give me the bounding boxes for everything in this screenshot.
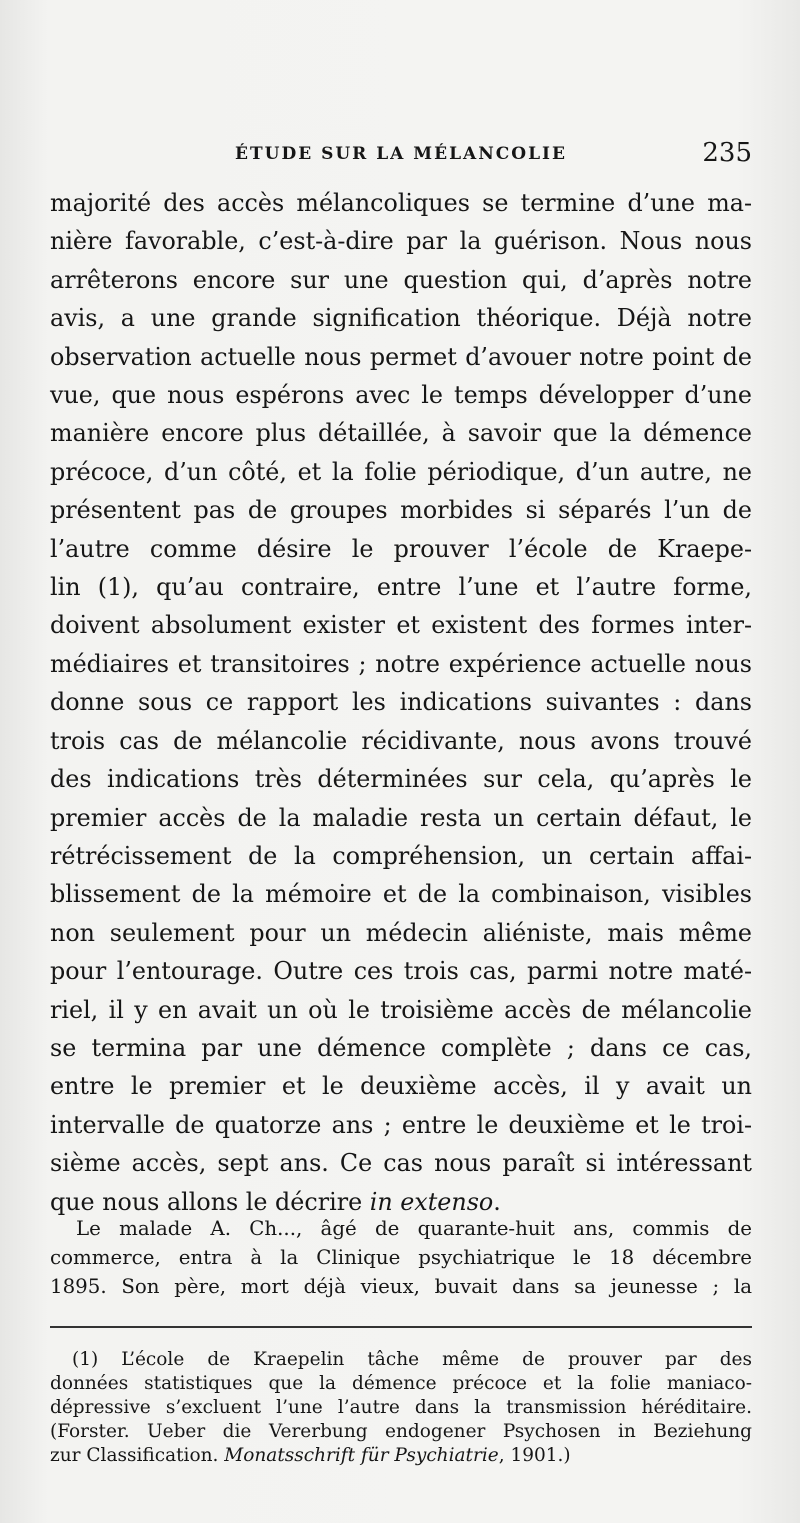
text-line: avis, a une grande signification théorique. Déjà notre xyxy=(50,304,752,333)
text-line: arrêterons encore sur une question qui, d’après notre xyxy=(50,265,752,294)
text-line: lin (1), qu’au contraire, entre l’une et l’autre forme, xyxy=(50,573,752,602)
text-line: nière favorable, c’est-à-dire par la guérison. Nous nous xyxy=(50,227,752,256)
text-line: observation actuelle nous permet d’avouer notre point de xyxy=(50,342,752,371)
text-line: sième accès, sept ans. Ce cas nous paraît si intéressant xyxy=(50,1149,752,1178)
footnote-final-text: zur Classification. xyxy=(50,1445,225,1466)
text-line: donne sous ce rapport les indications suivantes : dans xyxy=(50,688,752,717)
text-line: majorité des accès mélancoliques se termine d’une ma- xyxy=(50,189,752,217)
text-line: vue, que nous espérons avec le temps développer d’une xyxy=(50,381,752,410)
journal-title: Monatsschrift für Psychiatrie xyxy=(224,1445,499,1466)
footnote-line: (Forster. Ueber die Vererbung endogener Psychosen in Beziehung xyxy=(50,1421,752,1442)
footnote-rule xyxy=(50,1326,752,1328)
italic-phrase: in extenso xyxy=(369,1187,494,1216)
page-header xyxy=(50,138,752,172)
footnote-final-end: , 1901.) xyxy=(498,1445,571,1466)
text-line: riel, il y en avait un où le troisième accès de mélancolie xyxy=(50,995,752,1024)
main-text xyxy=(50,184,752,1221)
final-punct: . xyxy=(493,1187,501,1216)
footnote-line: données statistiques que la démence précoce et la folie maniaco- xyxy=(50,1373,752,1394)
footnote xyxy=(50,1348,752,1468)
footnote-line-final xyxy=(50,1444,752,1468)
text-line: trois cas de mélancolie récidivante, nous avons trouvé xyxy=(50,726,752,755)
page-number: 235 xyxy=(702,138,752,168)
text-line: des indications très déterminées sur cela, qu’après le xyxy=(50,765,752,794)
text-line: non seulement pour un médecin aliéniste, mais même xyxy=(50,918,752,947)
text-line: précoce, d’un côté, et la folie périodique, d’un autre, ne xyxy=(50,457,752,486)
text-line: l’autre comme désire le prouver l’école de Kraepe- xyxy=(50,534,752,563)
final-text: que nous allons le décrire xyxy=(50,1187,370,1216)
text-line: rétrécissement de la compréhension, un certain affai- xyxy=(50,841,752,870)
case-line: 1895. Son père, mort déjà vieux, buvait dans sa jeunesse ; la xyxy=(50,1275,752,1298)
case-line: Le malade A. Ch..., âgé de quarante-huit ans, commis de xyxy=(76,1217,752,1240)
footnote-line: (1) L’école de Kraepelin tâche même de prouver par des xyxy=(72,1349,752,1370)
case-report xyxy=(50,1214,752,1301)
case-line: commerce, entra à la Clinique psychiatrique le 18 décembre xyxy=(50,1246,752,1269)
text-line: se termina par une démence complète ; dans ce cas, xyxy=(50,1033,752,1062)
text-line: doivent absolument exister et existent des formes inter- xyxy=(50,611,752,640)
text-line: manière encore plus détaillée, à savoir que la démence xyxy=(50,419,752,448)
text-line: intervalle de quatorze ans ; entre le deuxième et le troi- xyxy=(50,1110,752,1139)
text-line: présentent pas de groupes morbides si séparés l’un de xyxy=(50,496,752,525)
text-line: blissement de la mémoire et de la combinaison, visibles xyxy=(50,880,752,909)
text-line: premier accès de la maladie resta un certain défaut, le xyxy=(50,803,752,832)
text-line: médiaires et transitoires ; notre expérience actuelle nous xyxy=(50,649,752,678)
footnote-line: dépressive s’excluent l’une l’autre dans la transmission héréditaire. xyxy=(50,1397,752,1418)
running-head: ÉTUDE SUR LA MÉLANCOLIE xyxy=(235,144,567,164)
text-line: pour l’entourage. Outre ces trois cas, parmi notre maté- xyxy=(50,957,752,986)
text-line: entre le premier et le deuxième accès, il y avait un xyxy=(50,1072,752,1101)
